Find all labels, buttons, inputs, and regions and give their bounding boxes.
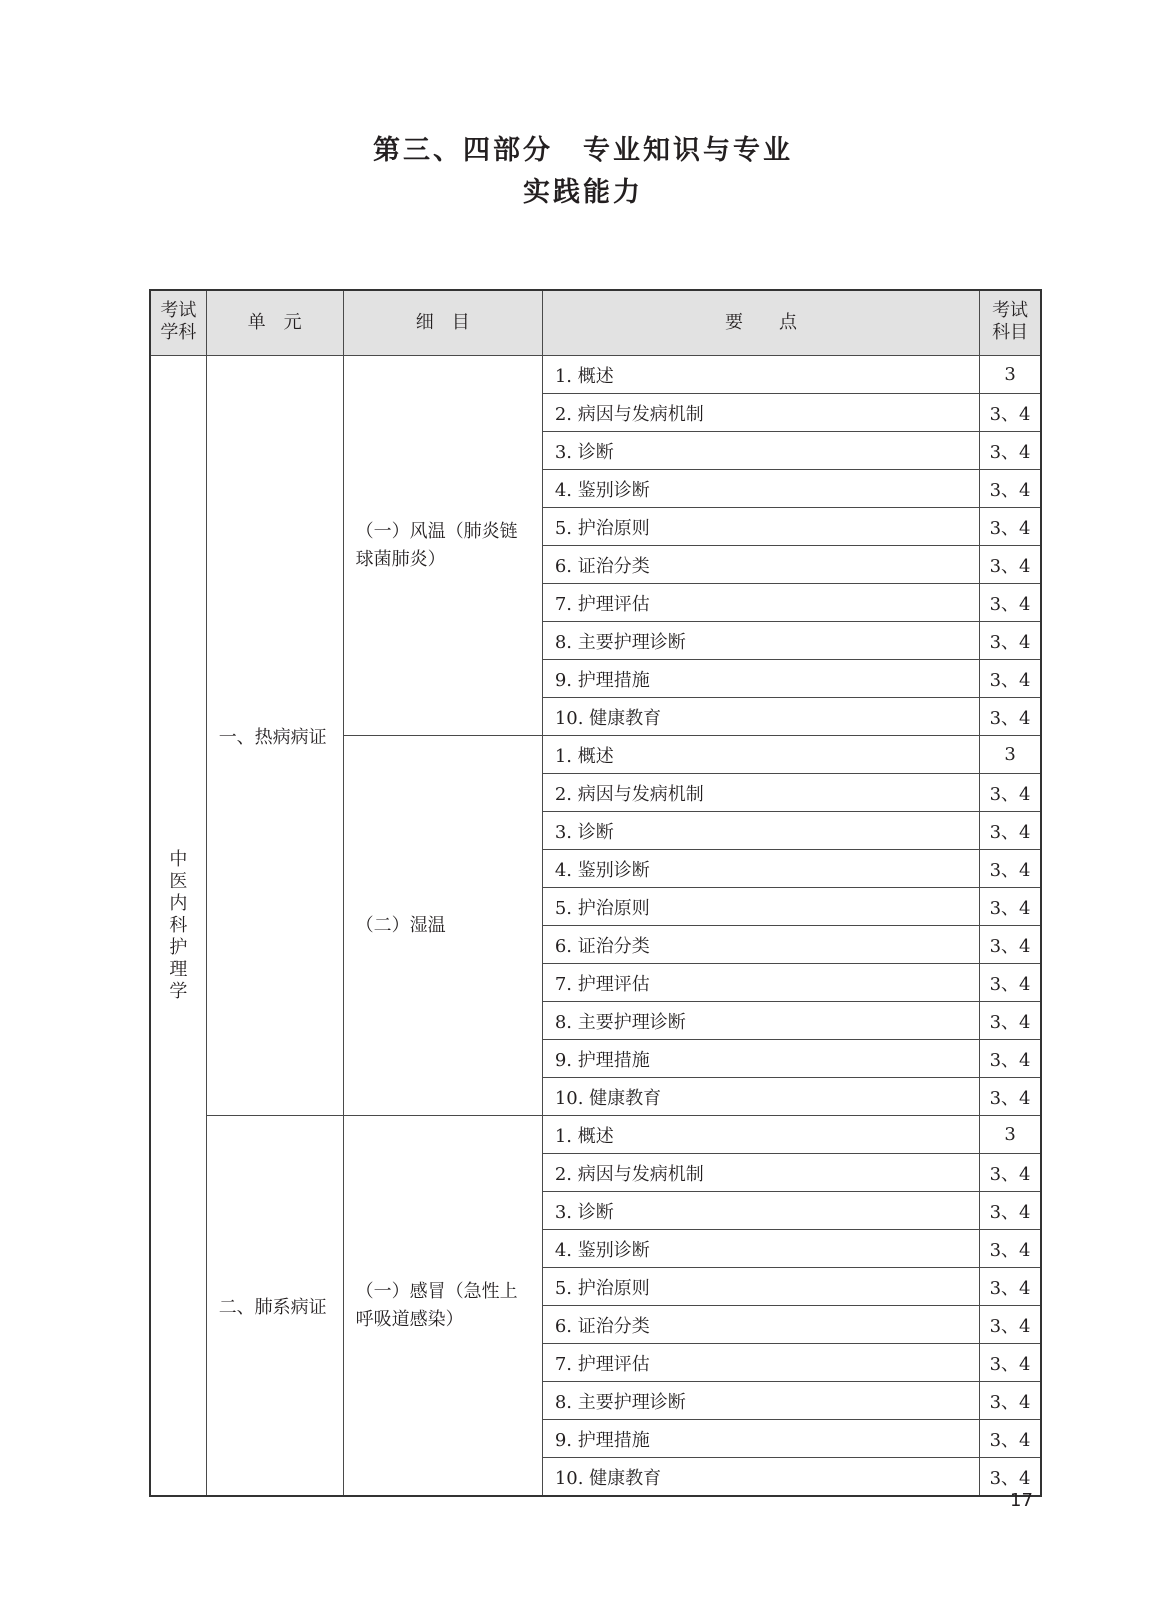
code-cell: 3、4 (980, 812, 1041, 850)
header-point: 要 点 (542, 290, 979, 356)
point-cell: 5. 护治原则 (542, 888, 979, 926)
subject-label: 中医内科护理学 (169, 848, 188, 1002)
code-cell: 3 (980, 1116, 1041, 1154)
code-cell: 3、4 (980, 1382, 1041, 1420)
point-cell: 8. 主要护理诊断 (542, 1382, 979, 1420)
table-header-row (150, 290, 1041, 356)
code-cell: 3、4 (980, 1230, 1041, 1268)
code-cell: 3、4 (980, 1154, 1041, 1192)
code-cell: 3、4 (980, 622, 1041, 660)
code-cell: 3、4 (980, 432, 1041, 470)
point-cell: 3. 诊断 (542, 432, 979, 470)
point-cell: 7. 护理评估 (542, 1344, 979, 1382)
code-cell: 3、4 (980, 394, 1041, 432)
point-cell: 9. 护理措施 (542, 660, 979, 698)
point-cell: 6. 证治分类 (542, 926, 979, 964)
point-cell: 5. 护治原则 (542, 1268, 979, 1306)
header-code: 考试科目 (980, 290, 1041, 356)
code-cell: 3、4 (980, 470, 1041, 508)
point-cell: 3. 诊断 (542, 812, 979, 850)
item-cell: （二）湿温 (343, 736, 542, 1116)
code-cell: 3、4 (980, 584, 1041, 622)
code-cell: 3、4 (980, 1002, 1041, 1040)
point-cell: 10. 健康教育 (542, 1078, 979, 1116)
item-cell: （一）风温（肺炎链球菌肺炎） (343, 356, 542, 736)
point-cell: 7. 护理评估 (542, 964, 979, 1002)
code-cell: 3、4 (980, 964, 1041, 1002)
code-cell: 3、4 (980, 926, 1041, 964)
header-unit: 单 元 (206, 290, 343, 356)
point-cell: 3. 诊断 (542, 1192, 979, 1230)
code-cell: 3、4 (980, 508, 1041, 546)
point-cell: 2. 病因与发病机制 (542, 394, 979, 432)
code-cell: 3、4 (980, 698, 1041, 736)
code-cell: 3、4 (980, 774, 1041, 812)
point-cell: 6. 证治分类 (542, 546, 979, 584)
page-title-line-1: 第三、四部分 专业知识与专业 (373, 135, 793, 166)
code-cell: 3、4 (980, 1268, 1041, 1306)
point-cell: 10. 健康教育 (542, 1458, 979, 1497)
unit-cell: 二、肺系病证 (206, 1116, 343, 1497)
unit-cell: 一、热病病证 (206, 356, 343, 1116)
point-cell: 10. 健康教育 (542, 698, 979, 736)
subject-cell (150, 356, 206, 1497)
code-cell: 3、4 (980, 660, 1041, 698)
point-cell: 4. 鉴别诊断 (542, 850, 979, 888)
point-cell: 2. 病因与发病机制 (542, 1154, 979, 1192)
syllabus-table (149, 289, 1042, 1497)
code-cell: 3、4 (980, 1420, 1041, 1458)
code-cell: 3 (980, 356, 1041, 394)
code-cell: 3、4 (980, 1040, 1041, 1078)
point-cell: 1. 概述 (542, 356, 979, 394)
header-item: 细 目 (343, 290, 542, 356)
point-cell: 6. 证治分类 (542, 1306, 979, 1344)
header-subject: 考试学科 (150, 290, 206, 356)
code-cell: 3、4 (980, 850, 1041, 888)
point-cell: 8. 主要护理诊断 (542, 1002, 979, 1040)
page-number: 17 (1010, 1490, 1033, 1511)
point-cell: 1. 概述 (542, 736, 979, 774)
code-cell: 3、4 (980, 1344, 1041, 1382)
point-cell: 5. 护治原则 (542, 508, 979, 546)
point-cell: 4. 鉴别诊断 (542, 470, 979, 508)
point-cell: 9. 护理措施 (542, 1420, 979, 1458)
item-cell: （一）感冒（急性上呼吸道感染） (343, 1116, 542, 1497)
code-cell: 3、4 (980, 546, 1041, 584)
table-row (150, 356, 1041, 394)
point-cell: 8. 主要护理诊断 (542, 622, 979, 660)
table-row (150, 1116, 1041, 1154)
point-cell: 4. 鉴别诊断 (542, 1230, 979, 1268)
page-title-line-2: 实践能力 (523, 177, 643, 208)
code-cell: 3、4 (980, 1458, 1041, 1497)
code-cell: 3、4 (980, 888, 1041, 926)
code-cell: 3 (980, 736, 1041, 774)
point-cell: 9. 护理措施 (542, 1040, 979, 1078)
code-cell: 3、4 (980, 1192, 1041, 1230)
point-cell: 7. 护理评估 (542, 584, 979, 622)
point-cell: 2. 病因与发病机制 (542, 774, 979, 812)
code-cell: 3、4 (980, 1306, 1041, 1344)
code-cell: 3、4 (980, 1078, 1041, 1116)
point-cell: 1. 概述 (542, 1116, 979, 1154)
